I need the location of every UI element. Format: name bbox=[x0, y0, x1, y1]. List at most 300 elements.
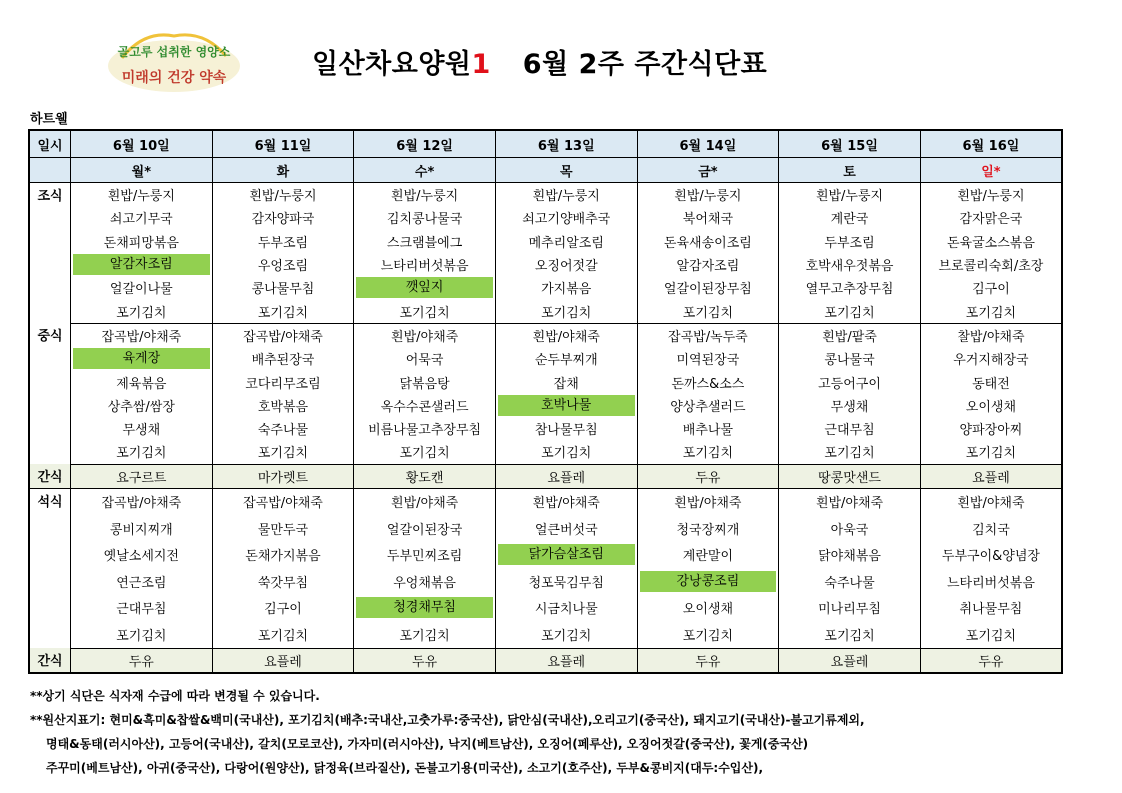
menu-item bbox=[495, 299, 637, 323]
menu-item-text: 흰밥/야채죽 bbox=[532, 329, 600, 345]
menu-item-text: 우거지해장국 bbox=[953, 353, 1029, 369]
date-cell bbox=[495, 130, 637, 158]
menu-item-text: 연근조림 bbox=[116, 575, 167, 591]
menu-item bbox=[71, 440, 213, 464]
menu-item bbox=[495, 621, 637, 648]
menu-item-text: 돈까스&소스 bbox=[671, 376, 745, 392]
menu-item-text: 상추쌈/쌈장 bbox=[107, 399, 175, 415]
menu-item bbox=[779, 183, 921, 207]
menu-item bbox=[920, 299, 1062, 323]
weekday-cell bbox=[920, 158, 1062, 183]
dinner-row bbox=[29, 542, 1062, 569]
menu-item bbox=[779, 276, 921, 299]
menu-item bbox=[637, 183, 779, 207]
menu-item-text: 포기김치 bbox=[257, 305, 309, 321]
menu-item-text: 잡곡밥/야채죽 bbox=[243, 496, 323, 512]
menu-item bbox=[920, 542, 1062, 569]
snack-item bbox=[354, 648, 496, 673]
snack-item-text: 요플레 bbox=[264, 654, 302, 670]
menu-item-text: 포기김치 bbox=[965, 305, 1017, 321]
menu-item-text: 흰밥/누룽지 bbox=[815, 189, 884, 205]
menu-item bbox=[779, 206, 921, 229]
snack2-label bbox=[29, 648, 71, 673]
menu-item bbox=[779, 568, 921, 595]
menu-item-text: 북어채국 bbox=[682, 212, 733, 228]
menu-item-text: 포기김치 bbox=[116, 305, 167, 321]
menu-item-text: 흰밥/팥죽 bbox=[822, 329, 877, 345]
menu-item-text: 호박나물 bbox=[498, 395, 635, 416]
breakfast-row bbox=[29, 253, 1062, 276]
menu-item-text: 흰밥/야채죽 bbox=[957, 496, 1025, 512]
weekday-text: 일* bbox=[981, 164, 1001, 180]
menu-item-text: 시금치나물 bbox=[534, 602, 598, 618]
menu-item-text: 호박볶음 bbox=[257, 399, 309, 415]
lunch-row bbox=[29, 394, 1062, 417]
menu-item-text: 취나물무침 bbox=[959, 602, 1023, 618]
menu-item-text: 미역된장국 bbox=[676, 353, 740, 369]
menu-item-text: 흰밥/야채죽 bbox=[674, 496, 742, 512]
menu-item-text: 포기김치 bbox=[965, 446, 1017, 462]
menu-item bbox=[212, 370, 354, 393]
menu-item-text: 청국장찌개 bbox=[676, 522, 740, 538]
menu-item-text: 얼갈이된장국 bbox=[386, 522, 463, 538]
menu-item-text: 순두부찌개 bbox=[534, 353, 598, 369]
menu-item-text: 잡곡밥/녹두죽 bbox=[668, 329, 748, 345]
menu-item bbox=[920, 440, 1062, 464]
menu-item bbox=[920, 347, 1062, 370]
menu-item-text: 메추리알조림 bbox=[528, 235, 604, 251]
menu-item bbox=[637, 515, 779, 542]
menu-item bbox=[495, 417, 637, 440]
menu-table bbox=[28, 129, 1063, 674]
menu-item bbox=[71, 183, 213, 207]
menu-item bbox=[212, 595, 354, 622]
menu-item-text: 돈육굴소스볶음 bbox=[946, 235, 1035, 251]
lunch-row bbox=[29, 347, 1062, 370]
menu-item-text: 열무고추장무침 bbox=[805, 282, 894, 298]
snack-label-text: 간식 bbox=[37, 654, 63, 670]
menu-item bbox=[779, 440, 921, 464]
menu-item bbox=[495, 440, 637, 464]
menu-item bbox=[354, 394, 496, 417]
menu-item bbox=[212, 440, 354, 464]
menu-item-text: 흰밥/누룽지 bbox=[532, 189, 600, 205]
snack-item-text: 요플레 bbox=[547, 654, 586, 670]
menu-item bbox=[212, 417, 354, 440]
dinner-row bbox=[29, 488, 1062, 515]
menu-item bbox=[71, 568, 213, 595]
title-name: 일산차요양원 bbox=[312, 49, 472, 80]
date-text: 6월 10일 bbox=[112, 138, 170, 154]
menu-item bbox=[920, 206, 1062, 229]
menu-item bbox=[637, 542, 779, 569]
menu-item-text: 느타리버섯볶음 bbox=[380, 259, 469, 275]
menu-item-text: 무생채 bbox=[830, 399, 869, 415]
menu-item bbox=[71, 621, 213, 648]
note-line-3: 명태&동태(러시아산), 고등어(국내산), 갈치(모로코산), 가자미(러시아산), 낙지(베트남산), 오징어(페루산), 오징어젓갈(중국산), 꽃게(중국산) bbox=[46, 737, 809, 751]
menu-item-text: 포기김치 bbox=[824, 446, 875, 462]
snack-item-text: 요구르트 bbox=[116, 470, 167, 486]
menu-item bbox=[920, 370, 1062, 393]
menu-item bbox=[920, 417, 1062, 440]
weekday-text: 화 bbox=[276, 164, 290, 180]
snack-item-text: 요플레 bbox=[972, 470, 1010, 486]
snack1-label bbox=[29, 464, 71, 488]
snack-item-text: 마가렛트 bbox=[257, 470, 309, 486]
menu-item-text: 제육볶음 bbox=[116, 376, 167, 392]
menu-item bbox=[354, 206, 496, 229]
menu-item-text: 아욱국 bbox=[830, 522, 869, 538]
menu-item bbox=[920, 568, 1062, 595]
menu-item-text: 청포묵김무침 bbox=[528, 575, 604, 591]
menu-item-text: 흰밥/야채죽 bbox=[391, 329, 459, 345]
weekday-cell bbox=[779, 158, 921, 183]
menu-item bbox=[212, 299, 354, 323]
menu-item bbox=[495, 347, 637, 370]
snack-item-text: 황도캔 bbox=[405, 470, 444, 486]
menu-item bbox=[495, 595, 637, 622]
menu-item-text: 닭야채볶음 bbox=[818, 549, 881, 565]
menu-item bbox=[779, 515, 921, 542]
menu-item bbox=[495, 370, 637, 393]
menu-item bbox=[354, 323, 496, 347]
menu-item-text: 쇠고기무국 bbox=[109, 212, 173, 228]
breakfast-label bbox=[29, 183, 71, 324]
menu-item bbox=[779, 542, 921, 569]
menu-item bbox=[637, 394, 779, 417]
menu-item bbox=[354, 299, 496, 323]
menu-item-text: 돈채피망볶음 bbox=[103, 235, 179, 251]
menu-item bbox=[354, 417, 496, 440]
menu-item-text: 옥수수콘샐러드 bbox=[380, 399, 469, 415]
menu-item-text: 콩비지찌개 bbox=[109, 522, 173, 538]
menu-item-text: 잡곡밥/야채죽 bbox=[243, 329, 323, 345]
menu-item bbox=[71, 230, 213, 253]
menu-item bbox=[354, 440, 496, 464]
weekday-text: 토 bbox=[843, 164, 856, 180]
menu-item bbox=[637, 347, 779, 370]
menu-item bbox=[71, 515, 213, 542]
menu-item-text: 흰밥/누룽지 bbox=[107, 189, 175, 205]
menu-item-text: 감자맑은국 bbox=[959, 212, 1023, 228]
weekday-cell bbox=[637, 158, 779, 183]
snack-item bbox=[637, 464, 779, 488]
weekday-cell bbox=[212, 158, 354, 183]
menu-item bbox=[71, 347, 213, 370]
menu-item bbox=[71, 323, 213, 347]
snack-item-text: 두유 bbox=[128, 654, 154, 670]
breakfast-row bbox=[29, 299, 1062, 323]
menu-item-text: 포기김치 bbox=[399, 305, 450, 321]
menu-item-text: 흰밥/야채죽 bbox=[391, 496, 459, 512]
date-text: 6월 12일 bbox=[396, 138, 453, 154]
menu-item bbox=[354, 488, 496, 515]
menu-item-text: 두부조림 bbox=[257, 235, 309, 251]
menu-item-text: 동태전 bbox=[972, 376, 1010, 392]
menu-item bbox=[71, 394, 213, 417]
menu-item bbox=[637, 370, 779, 393]
menu-item bbox=[495, 276, 637, 299]
menu-item bbox=[495, 515, 637, 542]
dinner-label bbox=[29, 488, 71, 648]
menu-item bbox=[779, 488, 921, 515]
menu-item-text: 깻잎지 bbox=[356, 277, 493, 298]
menu-item bbox=[495, 323, 637, 347]
menu-item bbox=[920, 515, 1062, 542]
menu-item bbox=[637, 253, 779, 276]
menu-item bbox=[920, 276, 1062, 299]
menu-item-text: 돈육새송이조림 bbox=[663, 235, 752, 251]
lunch-row bbox=[29, 440, 1062, 464]
date-label-text: 일시 bbox=[37, 138, 63, 154]
menu-item bbox=[212, 183, 354, 207]
menu-item-text: 흰밥/누룽지 bbox=[957, 189, 1025, 205]
menu-item-text: 근대무침 bbox=[824, 423, 875, 439]
title-week: 6월 2주 주간식단표 bbox=[522, 49, 768, 80]
menu-item bbox=[637, 276, 779, 299]
menu-item-text: 배추된장국 bbox=[251, 353, 315, 369]
lunch-row bbox=[29, 370, 1062, 393]
menu-item-text: 쇠고기양배추국 bbox=[522, 212, 611, 228]
menu-item-text: 흰밥/누룽지 bbox=[674, 189, 742, 205]
menu-item-text: 코다리무조림 bbox=[245, 376, 321, 392]
menu-item bbox=[212, 323, 354, 347]
menu-item-text: 양파장아찌 bbox=[959, 423, 1023, 439]
menu-item-text: 참나물무침 bbox=[534, 423, 598, 439]
menu-item-text: 고등어구이 bbox=[818, 376, 881, 392]
menu-item bbox=[212, 276, 354, 299]
menu-item bbox=[354, 347, 496, 370]
menu-item-text: 계란국 bbox=[830, 212, 869, 228]
menu-item bbox=[212, 206, 354, 229]
snack-item-text: 두유 bbox=[978, 654, 1004, 670]
weekday-row bbox=[29, 158, 1062, 183]
menu-item-text: 포기김치 bbox=[682, 446, 733, 462]
menu-item-text: 우엉채볶음 bbox=[393, 575, 456, 591]
menu-item-text: 오이생채 bbox=[965, 399, 1017, 415]
menu-item-text: 콩나물국 bbox=[824, 353, 875, 369]
snack-item bbox=[212, 464, 354, 488]
menu-item-text: 포기김치 bbox=[116, 446, 167, 462]
weekday-text: 월* bbox=[131, 164, 151, 180]
menu-item-text: 포기김치 bbox=[824, 628, 875, 644]
menu-item-text: 김구이 bbox=[972, 282, 1010, 298]
weekday-cell bbox=[71, 158, 213, 183]
snack-item bbox=[779, 648, 921, 673]
menu-item-text: 포기김치 bbox=[682, 628, 733, 644]
date-cell bbox=[212, 130, 354, 158]
date-text: 6월 15일 bbox=[821, 138, 878, 154]
menu-item-text: 어묵국 bbox=[405, 353, 444, 369]
date-label bbox=[29, 130, 71, 158]
menu-item bbox=[495, 253, 637, 276]
menu-item bbox=[920, 253, 1062, 276]
menu-item-text: 돈채가지볶음 bbox=[245, 549, 321, 565]
menu-item bbox=[637, 440, 779, 464]
breakfast-row bbox=[29, 183, 1062, 207]
menu-item bbox=[495, 230, 637, 253]
menu-item-text: 오이생채 bbox=[682, 602, 733, 618]
menu-item-text: 계란말이 bbox=[682, 549, 733, 565]
menu-item-text: 쑥갓무침 bbox=[257, 575, 309, 591]
menu-item bbox=[212, 253, 354, 276]
snack-item-text: 두유 bbox=[695, 470, 721, 486]
menu-item-text: 옛날소세지전 bbox=[103, 549, 179, 565]
lunch-row bbox=[29, 417, 1062, 440]
menu-item bbox=[779, 347, 921, 370]
snack-item bbox=[920, 648, 1062, 673]
menu-item bbox=[212, 542, 354, 569]
menu-item-text: 가지볶음 bbox=[541, 282, 592, 298]
menu-item bbox=[637, 568, 779, 595]
menu-item-text: 느타리버섯볶음 bbox=[946, 575, 1035, 591]
menu-item-text: 알감자조림 bbox=[73, 254, 210, 275]
lunch-label bbox=[29, 323, 71, 464]
breakfast-row bbox=[29, 206, 1062, 229]
date-text: 6월 14일 bbox=[679, 138, 737, 154]
menu-item-text: 잡곡밥/야채죽 bbox=[101, 496, 182, 512]
menu-item-text: 흰밥/누룽지 bbox=[391, 189, 459, 205]
menu-item bbox=[637, 323, 779, 347]
snack-item bbox=[71, 648, 213, 673]
menu-item bbox=[354, 595, 496, 622]
menu-item-text: 콩나물무침 bbox=[251, 282, 315, 298]
menu-item-text: 스크램블에그 bbox=[386, 235, 463, 251]
menu-item-text: 육게장 bbox=[73, 348, 210, 369]
menu-item bbox=[212, 488, 354, 515]
menu-item bbox=[779, 595, 921, 622]
menu-item-text: 포기김치 bbox=[541, 446, 592, 462]
date-cell bbox=[637, 130, 779, 158]
logo-text-1: 골고루 섭취한 영양소 bbox=[117, 45, 231, 59]
weekday-text: 수* bbox=[414, 164, 435, 180]
menu-item bbox=[71, 417, 213, 440]
menu-item-text: 비름나물고추장무침 bbox=[368, 423, 482, 439]
note-line-4: 주꾸미(베트남산), 아귀(중국산), 다랑어(원양산), 닭정육(브라질산), 돈불고기용(미국산), 소고기(호주산), 두부&콩비지(대두:수입산), bbox=[46, 761, 764, 775]
logo bbox=[104, 26, 244, 96]
menu-item bbox=[920, 323, 1062, 347]
menu-item bbox=[71, 276, 213, 299]
menu-item-text: 무생채 bbox=[122, 423, 161, 439]
menu-item-text: 김구이 bbox=[264, 602, 302, 618]
snack-label-text: 간식 bbox=[37, 470, 63, 486]
menu-item-text: 우엉조림 bbox=[257, 259, 309, 275]
menu-item-text: 감자양파국 bbox=[251, 212, 315, 228]
menu-item bbox=[779, 299, 921, 323]
menu-item bbox=[71, 488, 213, 515]
menu-item bbox=[212, 394, 354, 417]
menu-item bbox=[212, 515, 354, 542]
menu-item-text: 오징어젓갈 bbox=[534, 259, 598, 275]
breakfast-label-text: 조식 bbox=[37, 189, 63, 204]
menu-item bbox=[920, 488, 1062, 515]
date-cell bbox=[779, 130, 921, 158]
menu-item-text: 포기김치 bbox=[116, 628, 167, 644]
menu-item-text: 두부민찌조림 bbox=[386, 549, 463, 565]
menu-item bbox=[637, 488, 779, 515]
menu-item bbox=[71, 253, 213, 276]
menu-item-text: 닭가슴살조림 bbox=[498, 544, 635, 565]
menu-item-text: 포기김치 bbox=[965, 628, 1017, 644]
menu-item bbox=[354, 276, 496, 299]
menu-item bbox=[71, 595, 213, 622]
menu-item-text: 포기김치 bbox=[541, 628, 592, 644]
menu-item bbox=[637, 621, 779, 648]
menu-item-text: 포기김치 bbox=[257, 628, 309, 644]
menu-item-text: 브로콜리숙회/초장 bbox=[938, 259, 1044, 275]
snack2-row bbox=[29, 648, 1062, 673]
menu-item-text: 찰밥/야채죽 bbox=[957, 329, 1025, 345]
date-cell bbox=[920, 130, 1062, 158]
menu-item bbox=[637, 417, 779, 440]
dinner-label-text: 석식 bbox=[37, 494, 63, 510]
menu-item-text: 강낭콩조림 bbox=[640, 571, 777, 592]
menu-item bbox=[920, 230, 1062, 253]
lunch-label-text: 중식 bbox=[37, 329, 63, 345]
note-line-2: **원산지표기: 현미&흑미&찹쌀&백미(국내산), 포기김치(배추:국내산,고춧가루:중국산), 닭안심(국내산),오리고기(중국산), 돼지고기(국내산)-불고기류제외, bbox=[30, 713, 865, 727]
dinner-row bbox=[29, 621, 1062, 648]
menu-item bbox=[71, 542, 213, 569]
snack-item bbox=[495, 648, 637, 673]
title-number: 1 bbox=[471, 49, 491, 80]
menu-item-text: 얼큰버섯국 bbox=[534, 522, 598, 538]
date-text: 6월 11일 bbox=[254, 138, 312, 154]
snack1-row bbox=[29, 464, 1062, 488]
date-row bbox=[29, 130, 1062, 158]
menu-item bbox=[495, 394, 637, 417]
menu-item bbox=[495, 183, 637, 207]
menu-item bbox=[920, 394, 1062, 417]
menu-item-text: 양상추샐러드 bbox=[670, 399, 746, 415]
menu-item bbox=[354, 253, 496, 276]
menu-item-text: 흰밥/야채죽 bbox=[815, 496, 884, 512]
menu-item bbox=[920, 183, 1062, 207]
menu-item-text: 포기김치 bbox=[541, 305, 592, 321]
menu-item-text: 숙주나물 bbox=[824, 575, 875, 591]
menu-item-text: 두부조림 bbox=[824, 235, 875, 251]
breakfast-row bbox=[29, 230, 1062, 253]
menu-item-text: 배추나물 bbox=[682, 423, 733, 439]
dinner-row bbox=[29, 595, 1062, 622]
menu-item bbox=[354, 542, 496, 569]
snack-item bbox=[920, 464, 1062, 488]
menu-item bbox=[495, 206, 637, 229]
notes bbox=[30, 684, 865, 780]
menu-item bbox=[354, 230, 496, 253]
menu-item bbox=[212, 347, 354, 370]
menu-item-text: 물만두국 bbox=[257, 522, 309, 538]
menu-item bbox=[71, 206, 213, 229]
menu-item-text: 포기김치 bbox=[399, 446, 450, 462]
menu-item bbox=[779, 370, 921, 393]
menu-item-text: 포기김치 bbox=[824, 305, 875, 321]
lunch-row bbox=[29, 323, 1062, 347]
snack-item bbox=[354, 464, 496, 488]
snack-item-text: 두유 bbox=[695, 654, 721, 670]
menu-item-text: 숙주나물 bbox=[257, 423, 309, 439]
note-line-1: **상기 식단은 식자재 수급에 따라 변경될 수 있습니다. bbox=[30, 689, 320, 703]
menu-item bbox=[495, 542, 637, 569]
menu-item bbox=[779, 230, 921, 253]
snack-item bbox=[637, 648, 779, 673]
menu-item-text: 김치콩나물국 bbox=[386, 212, 463, 228]
weekday-label bbox=[29, 158, 71, 183]
menu-item bbox=[920, 621, 1062, 648]
menu-item bbox=[71, 299, 213, 323]
menu-item-text: 알감자조림 bbox=[676, 259, 740, 275]
menu-item-text: 포기김치 bbox=[257, 446, 309, 462]
snack-item bbox=[71, 464, 213, 488]
